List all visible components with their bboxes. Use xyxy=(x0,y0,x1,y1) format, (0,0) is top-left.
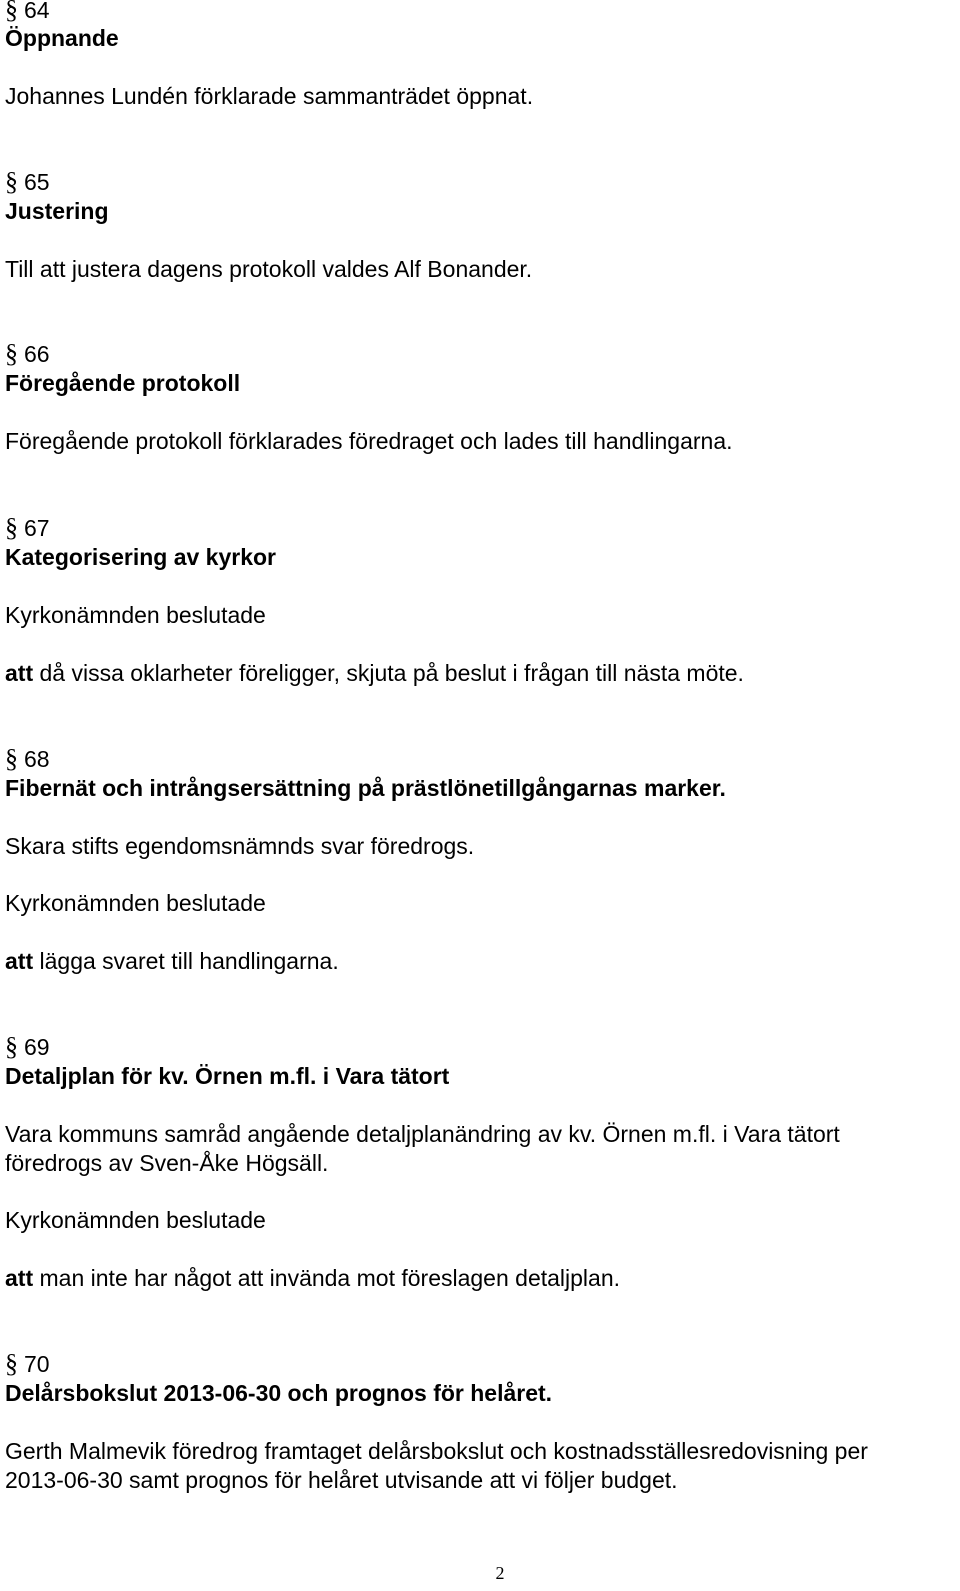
decision-text: lägga svaret till handlingarna. xyxy=(33,948,339,974)
section-text: Föregående protokoll förklarades föredraget och lades till handlingarna. xyxy=(5,428,733,454)
section-number: 65 xyxy=(24,169,50,195)
section-sign: § xyxy=(5,339,18,368)
decision-line xyxy=(5,1264,620,1292)
section-sign: § xyxy=(5,1349,18,1378)
section-64-heading xyxy=(5,0,50,24)
decision-text: man inte har något att invända mot föreslagen detaljplan. xyxy=(33,1265,621,1291)
section-sign: § xyxy=(5,167,18,196)
section-number: 68 xyxy=(24,746,50,772)
section-number: 66 xyxy=(24,341,50,367)
decision-text: då vissa oklarheter föreligger, skjuta på beslut i frågan till nästa möte. xyxy=(33,660,744,686)
decision-intro: Kyrkonämnden beslutade xyxy=(5,890,266,916)
section-number: 64 xyxy=(24,0,50,23)
section-68-heading xyxy=(5,745,50,773)
section-sign: § xyxy=(5,513,18,542)
section-70-heading xyxy=(5,1350,50,1378)
section-title: Detaljplan för kv. Örnen m.fl. i Vara tätort xyxy=(5,1063,450,1089)
section-text: Vara kommuns samråd angående detaljplanändring av kv. Örnen m.fl. i Vara tätort xyxy=(5,1121,840,1147)
section-number: 67 xyxy=(24,515,50,541)
section-text: Johannes Lundén förklarade sammanträdet öppnat. xyxy=(5,83,534,109)
decision-intro: Kyrkonämnden beslutade xyxy=(5,602,266,628)
section-66-heading xyxy=(5,340,50,368)
section-number: 69 xyxy=(24,1034,50,1060)
section-title: Justering xyxy=(5,198,109,224)
section-sign: § xyxy=(5,0,18,24)
section-text: Skara stifts egendomsnämnds svar föredrogs. xyxy=(5,833,475,859)
section-sign: § xyxy=(5,1032,18,1061)
section-text: föredrogs av Sven-Åke Högsäll. xyxy=(5,1150,329,1176)
section-text: Till att justera dagens protokoll valdes Alf Bonander. xyxy=(5,256,533,282)
decision-line xyxy=(5,947,339,975)
decision-intro: Kyrkonämnden beslutade xyxy=(5,1207,266,1233)
section-text: 2013-06-30 samt prognos för helåret utvisande att vi följer budget. xyxy=(5,1467,678,1493)
section-title: Fibernät och intrångsersättning på prästlönetillgångarnas marker. xyxy=(5,775,726,801)
section-text: Gerth Malmevik föredrog framtaget delårsbokslut och kostnadsställesredovisning per xyxy=(5,1438,868,1464)
att-word: att xyxy=(5,948,34,974)
section-67-heading xyxy=(5,514,50,542)
att-word: att xyxy=(5,1265,34,1291)
section-title: Föregående protokoll xyxy=(5,370,241,396)
section-sign: § xyxy=(5,744,18,773)
section-title: Kategorisering av kyrkor xyxy=(5,544,277,570)
section-69-heading xyxy=(5,1033,50,1061)
section-65-heading xyxy=(5,168,50,196)
decision-line xyxy=(5,659,744,687)
page-number: 2 xyxy=(495,1563,505,1583)
att-word: att xyxy=(5,660,34,686)
section-title: Delårsbokslut 2013-06-30 och prognos för helåret. xyxy=(5,1380,553,1406)
section-title: Öppnande xyxy=(5,25,119,51)
section-number: 70 xyxy=(24,1351,50,1377)
